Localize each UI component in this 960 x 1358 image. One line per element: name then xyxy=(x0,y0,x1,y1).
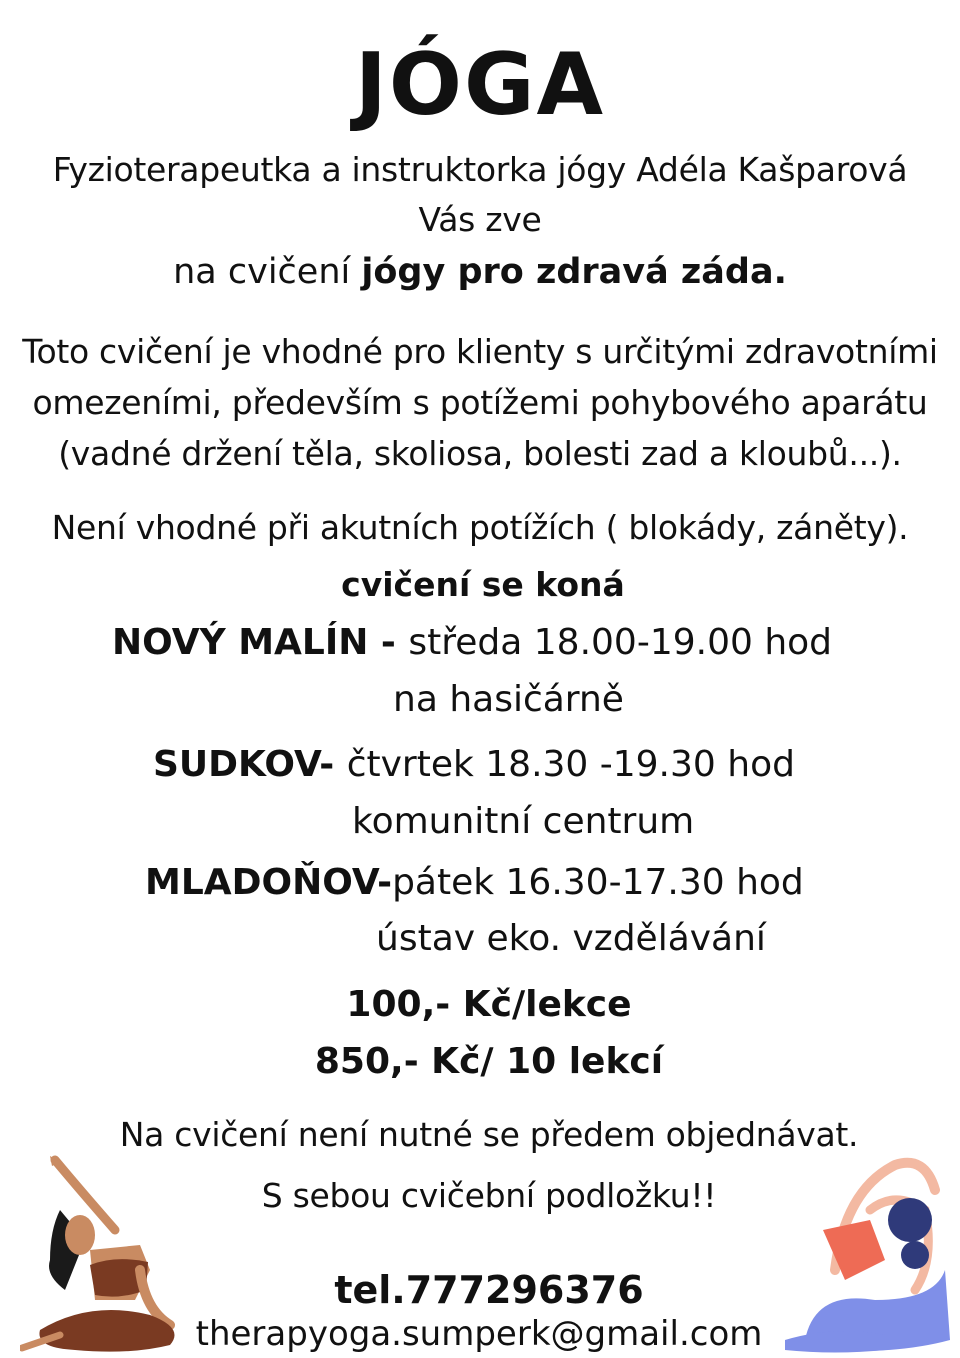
schedule-time: pátek 16.30-17.30 hod xyxy=(392,862,804,903)
price-bundle: 850,- Kč/ 10 lekcí xyxy=(314,1041,664,1082)
schedule-item-sudkov xyxy=(153,744,795,785)
description-line-2: omezeními, především s potížemi pohybového aparátu xyxy=(32,383,928,422)
intro-line-class xyxy=(0,252,960,292)
schedule-place: NOVÝ MALÍN - xyxy=(112,622,409,663)
intro-class-name: jógy pro zdravá záda. xyxy=(361,252,787,292)
note-no-booking: Na cvičení není nutné se předem objednávat. xyxy=(119,1115,859,1154)
schedule-time: středa 18.00-19.00 hod xyxy=(408,622,833,663)
intro-class-text: na cvičení xyxy=(173,252,362,292)
schedule-venue: na hasičárně xyxy=(393,679,624,720)
price-single: 100,- Kč/lekce xyxy=(346,984,632,1025)
schedule-place: SUDKOV- xyxy=(153,744,347,785)
woman-backbend-pose-illustration xyxy=(775,1150,955,1355)
description-line-3: (vadné držení těla, skoliosa, bolesti zad a kloubů...). xyxy=(58,434,902,473)
schedule-item-novy-malin xyxy=(112,622,832,663)
description-line-1: Toto cvičení je vhodné pro klienty s určitými zdravotními xyxy=(22,332,938,371)
contact-phone: tel.777296376 xyxy=(334,1268,644,1312)
schedule-item-mladonov xyxy=(145,862,804,903)
warning-text: Není vhodné při akutních potížích ( blokády, záněty). xyxy=(51,508,909,547)
schedule-heading: cvičení se koná xyxy=(341,565,625,604)
schedule-time: čtvrtek 18.30 -19.30 hod xyxy=(346,744,795,785)
schedule-venue: ústav eko. vzdělávání xyxy=(376,918,766,959)
schedule-place: MLADOŇOV- xyxy=(145,862,393,903)
woman-side-stretch-illustration xyxy=(20,1150,190,1355)
page-title: JÓGA xyxy=(354,35,606,135)
intro-line-invite: Vás zve xyxy=(418,200,542,239)
schedule-venue: komunitní centrum xyxy=(352,801,695,842)
note-bring-mat: S sebou cvičební podložku!! xyxy=(261,1176,717,1215)
contact-email: therapyoga.sumperk@gmail.com xyxy=(195,1314,763,1354)
intro-line-instructor: Fyzioterapeutka a instruktorka jógy Adéla Kašparová xyxy=(52,150,908,189)
